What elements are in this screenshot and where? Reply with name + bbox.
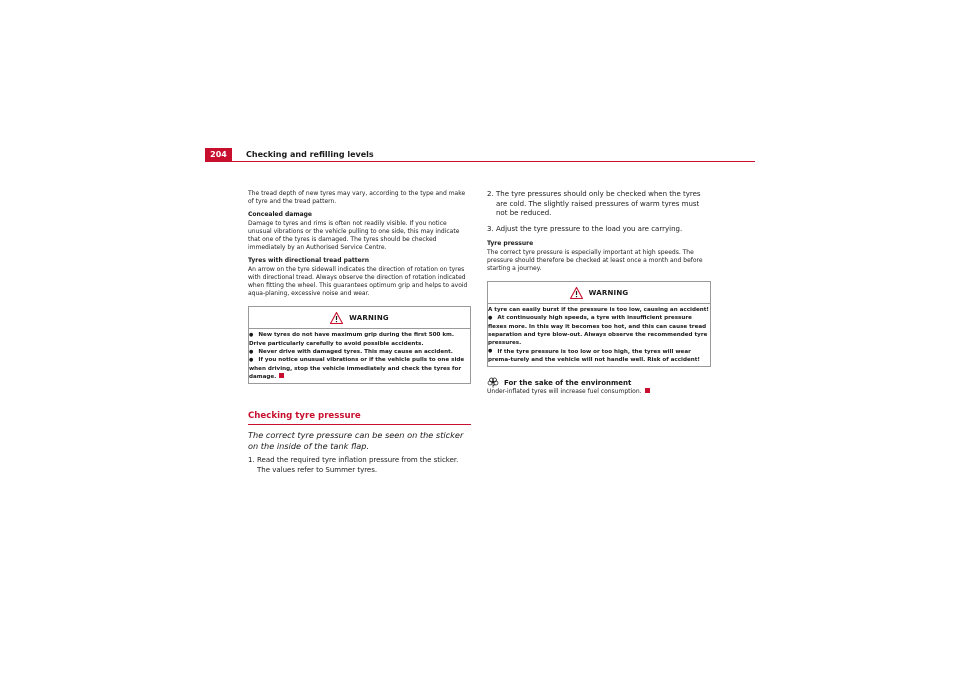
environment-flower-icon [487,377,500,388]
warning-item: ● If the tyre pressure is too low or too high, the tyres will wear prema-turely and the vehicle will not handle well. Risk of accident! [488,348,710,365]
environment-header [487,377,711,388]
directional-tread-heading: Tyres with directional tread pattern [248,257,369,265]
right-steps [487,190,711,234]
left-column [248,190,471,475]
warning-body [249,329,470,383]
warning-box-left [248,306,471,384]
end-mark-icon [279,373,284,378]
warning-item: ● At continuously high speeds, a tyre with insufficient pressure flexes more. In this way it becomes too hot, and this can cause tread separation and tyre blow-out. Always observe the recommended tyre pressures. [488,314,710,347]
concealed-damage-heading: Concealed damage [248,211,312,219]
warning-item-last [249,356,470,381]
header-rule [205,161,755,162]
step-2 [487,190,711,219]
running-title: Checking and refilling levels [246,150,374,159]
warning-lead: A tyre can easily burst if the pressure is too low, causing an accident! [488,307,709,314]
environment-text: Under-inflated tyres will increase fuel consumption. [487,388,642,396]
page-number: 204 [205,148,232,161]
step-1-number: 1. [248,456,255,465]
step-1 [248,456,471,475]
step-1-text: Read the required tyre inflation pressure from the sticker. The values refer to Summer tyres. [257,456,459,474]
environment-title: For the sake of the environment [504,378,632,387]
warning-title: WARNING [588,288,629,297]
warning-item: ● If you notice unusual vibrations or if the vehicle pulls to one side when driving, stop the vehicle immediately and check the tyres for damage. [249,357,464,380]
warning-header [488,282,710,304]
environment-text-line [487,388,711,396]
concealed-damage-block [248,211,471,252]
section-lead: The correct tyre pressure can be seen on the sticker on the inside of the tank flap. [248,430,464,452]
step-3-text: Adjust the tyre pressure to the load you are carrying. [496,224,683,233]
warning-item: ● Never drive with damaged tyres. This may cause an accident. [249,348,470,356]
tyre-pressure-text: The correct tyre pressure is especially important at high speeds. The pressure should therefore be checked at least once a month and before starting a journey. [487,248,703,272]
page-header [205,148,755,162]
section-title: Checking tyre pressure [248,411,471,425]
tyre-pressure-block [487,240,711,273]
step-3 [487,225,711,235]
end-mark-icon [645,388,650,393]
warning-triangle-icon [570,287,583,299]
warning-item: ● New tyres do not have maximum grip during the first 500 km. Drive particularly carefully to avoid possible accidents. [249,331,470,348]
warning-triangle-icon [330,312,343,324]
warning-box-right [487,281,711,367]
warning-title: WARNING [349,313,389,322]
step-2-text: The tyre pressures should only be checked when the tyres are cold. The slightly raised pressures of warm tyres must not be reduced. [496,190,701,218]
step-2-number: 2. [487,190,494,198]
step-3-number: 3. [487,224,494,233]
directional-tread-block [248,257,471,298]
right-column [487,190,711,396]
warning-header [249,307,470,329]
directional-tread-text: An arrow on the tyre sidewall indicates the direction of rotation on tyres with directional tread. Always observe the direction of rotation indicated when fitting the wheel. This guarantees optimum grip and helps to avoid aqua-planing, excessive noise and wear. [248,265,468,298]
warning-body [488,304,710,366]
intro-paragraph: The tread depth of new tyres may vary, according to the type and make of tyre and the tread pattern. [248,190,466,206]
tyre-pressure-heading: Tyre pressure [487,240,534,248]
concealed-damage-text: Damage to tyres and rims is often not readily visible. If you notice unusual vibrations or the vehicle pulling to one side, this may indicate that one of the tyres is damaged. The tyres should be checked immediately by an Authorised Service Centre. [248,219,460,252]
